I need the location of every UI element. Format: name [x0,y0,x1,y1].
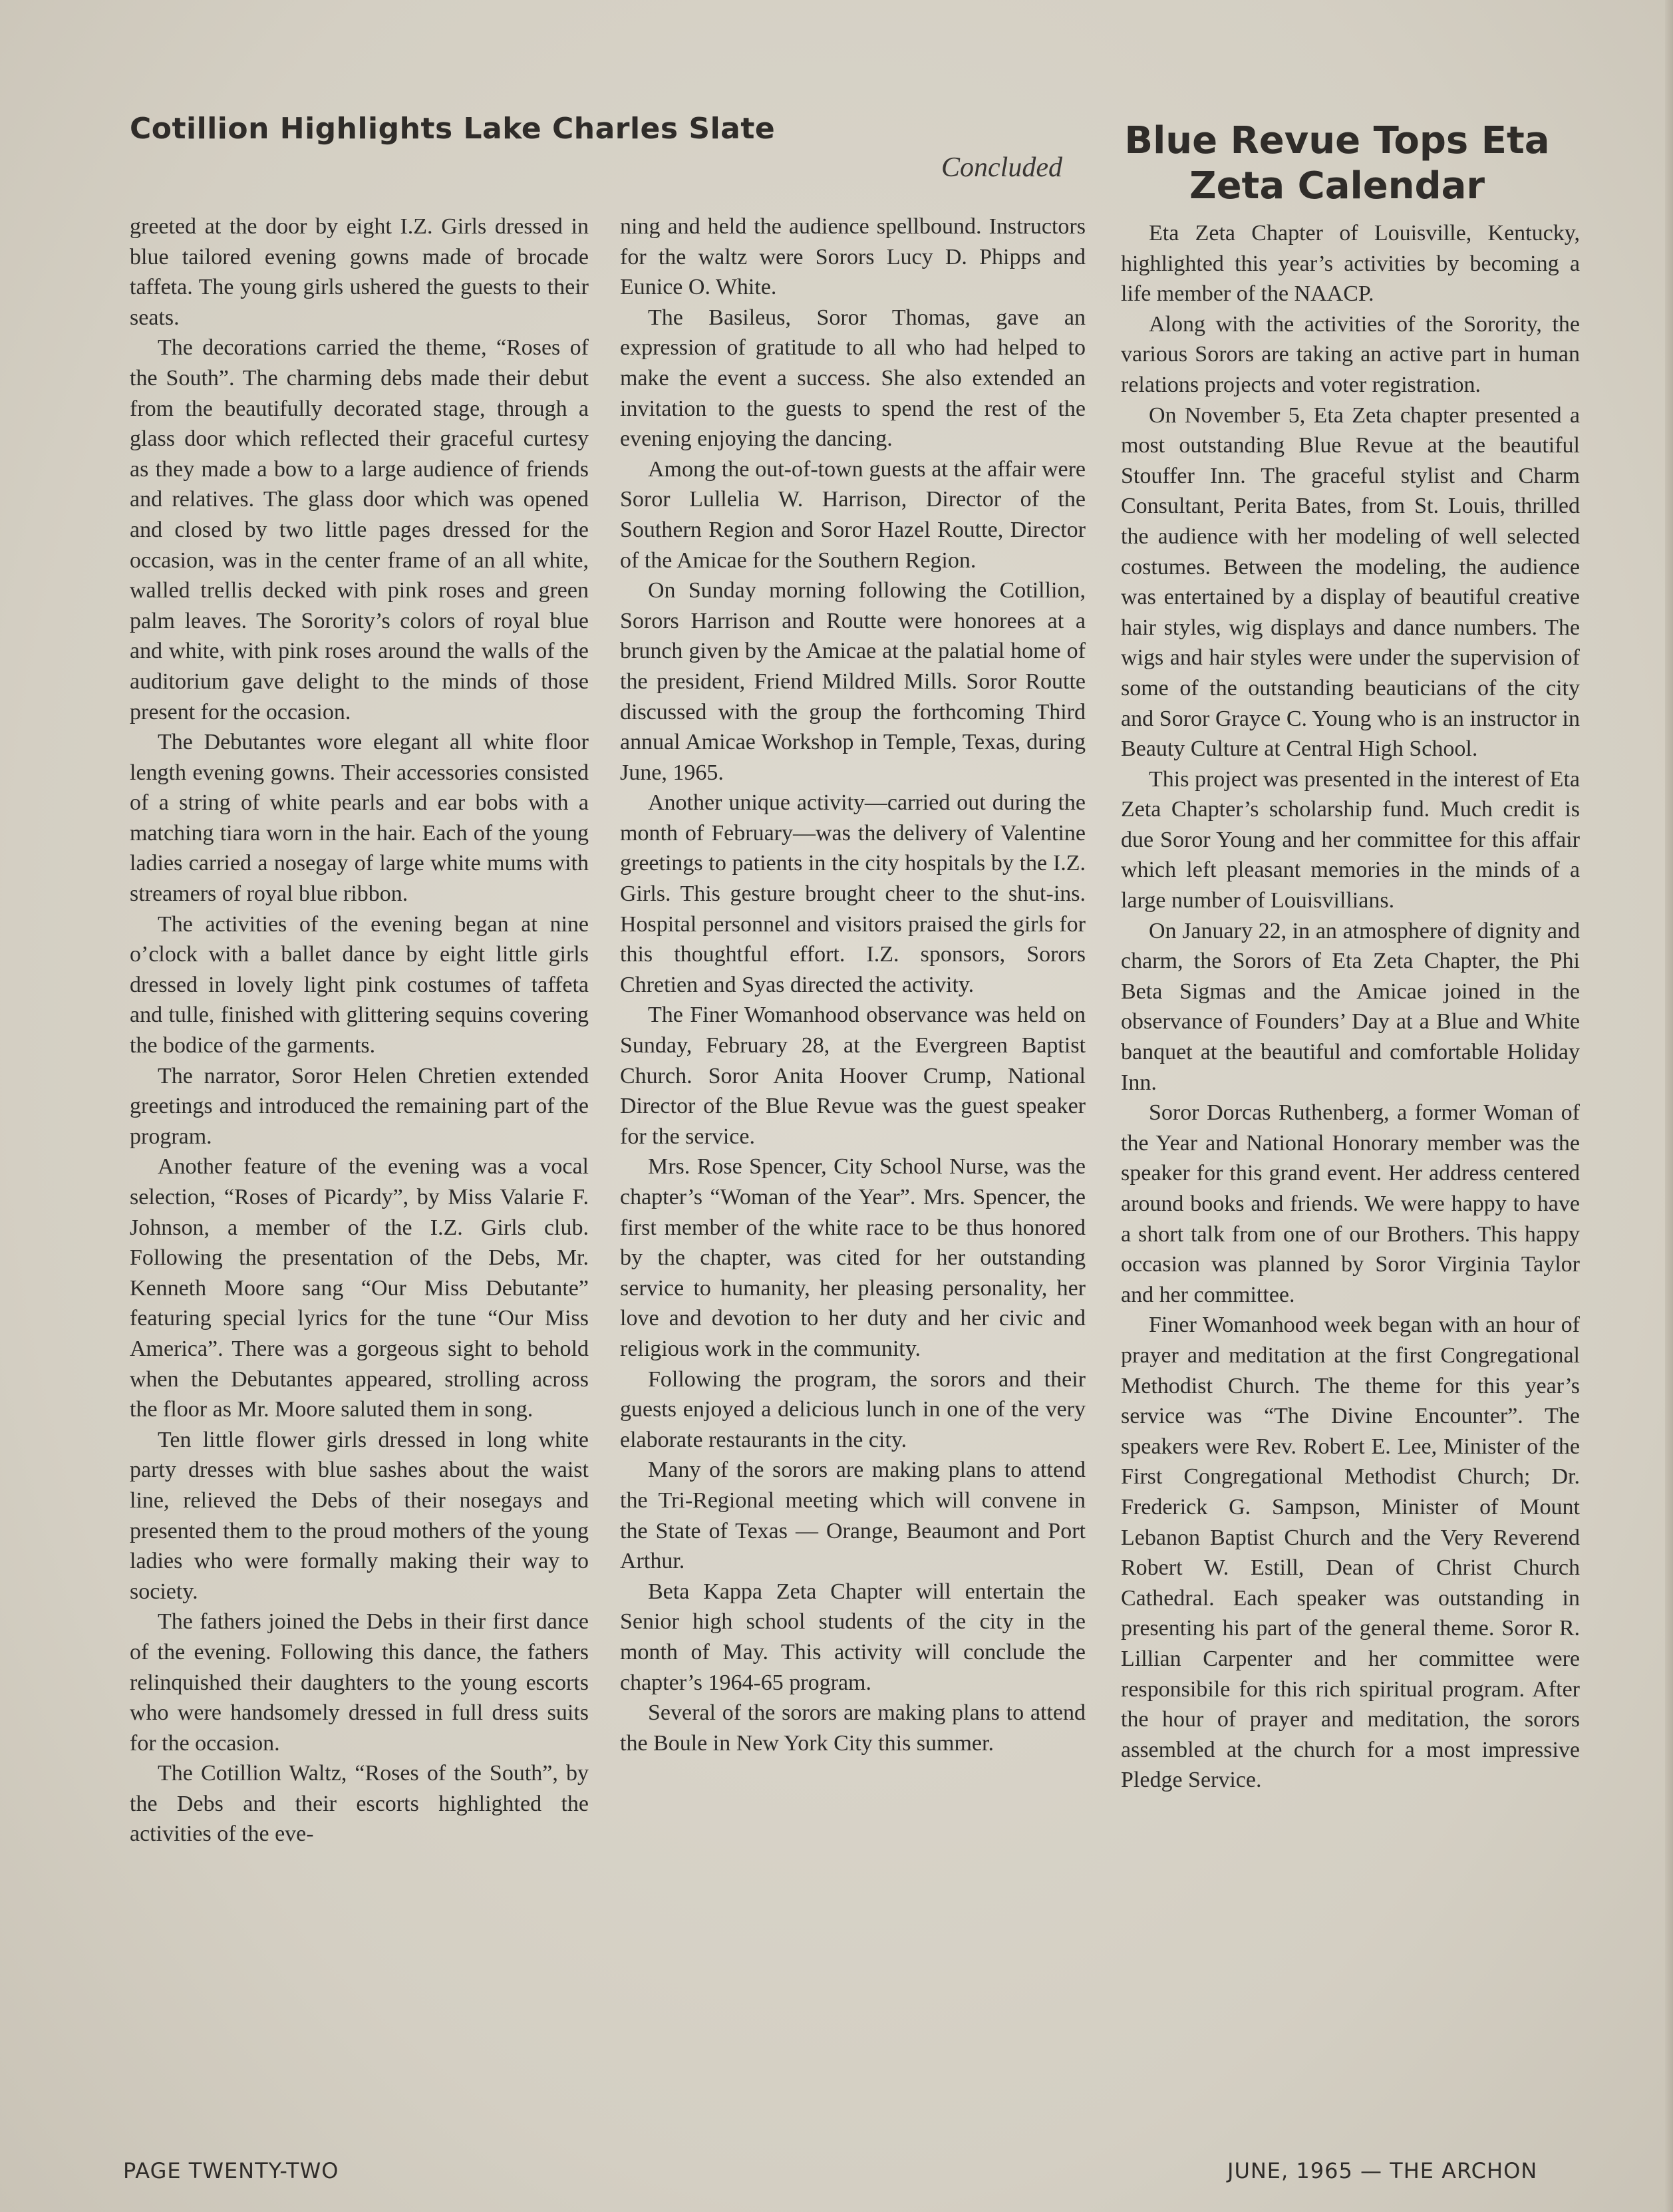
paragraph: The activities of the evening began at nine o’clock with a ballet dance by eight little girls dressed in lovely light pink costumes of taffeta and tulle, finished with glittering sequins covering the bodice of the garments. [130,911,589,1058]
issue-footer: JUNE, 1965 — THE ARCHON [1227,2158,1538,2183]
paragraph: Another feature of the evening was a vocal selection, “Roses of Picardy”, by Miss Valarie F. Johnson, a member of the I.Z. Girls club. Following the presentation of the Debs, Mr. Kenneth Moore sang “Our Miss Debutante” featuring special lyrics for the tune “Our Miss America”. There was a gorgeous sight to behold when the Debutantes appeared, strolling across the floor as Mr. Moore saluted them in song. [130,1154,589,1422]
paragraph: The Cotillion Waltz, “Roses of the South”, by the Debs and their escorts highlighted the activities of the eve- [130,1761,589,1847]
paragraph: Soror Dorcas Ruthenberg, a former Woman of the Year and National Honorary member was the speaker for this grand event. Her address centered around books and friends. We were happy to have a short talk from one of our Brothers. This happy occasion was planned by Soror Virginia Taylor and her committee. [1121,1100,1580,1307]
paragraph: Eta Zeta Chapter of Louisville, Kentucky, highlighted this year’s activities by becoming a life member of the NAACP. [1121,221,1580,307]
column-1 [130,212,589,1849]
paragraph: Another unique activity—carried out during the month of February—was the delivery of Valentine greetings to patients in the city hospitals by the I.Z. Girls. This gesture brought cheer to the shut-ins. Hospital personnel and visitors praised the girls for this thoughtful effort. I.Z. sponsors, Sorors Chretien and Syas directed the activity. [620,790,1086,997]
column-2 [620,212,1086,1758]
paragraph: The Finer Womanhood observance was held on Sunday, February 28, at the Evergreen Baptist Church. Soror Anita Hoover Crump, National Director of the Blue Revue was the guest speaker for the service. [620,1003,1086,1149]
paragraph: The fathers joined the Debs in their first dance of the evening. Following this dance, the fathers relinquished their daughters to the young escorts who were handsomely dressed in full dress suits for the occasion. [130,1609,589,1756]
paragraph: Along with the activities of the Sorority, the various Sorors are taking an active part in human relations projects and voter registration. [1121,311,1580,397]
paragraph: Mrs. Rose Spencer, City School Nurse, was the chapter’s “Woman of the Year”. Mrs. Spencer, the first member of the white race to be thus honored by the chapter, was cited for her outstanding service to humanity, her pleasing personality, her love and devotion to her duty and her civic and religious work in the community. [620,1154,1086,1361]
concluded-label: Concluded [941,152,1062,183]
paragraph: Among the out-of-town guests at the affair were Soror Lullelia W. Harrison, Director of the Southern Region and Soror Hazel Routte, Director of the Amicae for the Southern Region. [620,456,1086,573]
paragraph: On January 22, in an atmosphere of dignity and charm, the Sorors of Eta Zeta Chapter, the Phi Beta Sigmas and the Amicae joined in the observance of Founders’ Day at a Blue and White banquet at the beautiful and comfortable Holiday Inn. [1121,918,1580,1095]
page-number: PAGE TWENTY-TWO [123,2158,339,2183]
paragraph: On November 5, Eta Zeta chapter presented a most outstanding Blue Revue at the beautiful Stouffer Inn. The graceful stylist and Charm Consultant, Perita Bates, from St. Louis, thrilled the audience with her modeling of well selected costumes. Between the modeling, the audience was entertained by a display of beautiful creative hair styles, wig displays and dance numbers. The wigs and hair styles were under the supervision of some of the outstanding beauticians of the city and Soror Grayce C. Young who is an instructor in Beauty Culture at Central High School. [1121,402,1580,762]
paragraph: The Debutantes wore elegant all white floor length evening gowns. Their accessories consisted of a string of white pearls and ear bobs with a matching tiara worn in the hair. Each of the young ladies carried a nosegay of large white mums with streamers of royal blue ribbon. [130,730,589,907]
paragraph: ning and held the audience spellbound. Instructors for the waltz were Sorors Lucy D. Phipps and Eunice O. White. [620,214,1086,300]
paragraph: On Sunday morning following the Cotillion, Sorors Harrison and Routte were honorees at a brunch given by the Amicae at the palatial home of the president, Friend Mildred Mills. Soror Routte discussed with the group the forthcoming Third annual Amicae Workshop in Temple, Texas, during June, 1965. [620,578,1086,785]
article-headline-blue-revue: Blue Revue Tops Eta Zeta Calendar [1124,119,1550,208]
paragraph: Several of the sorors are making plans to attend the Boule in New York City this summer. [620,1700,1086,1756]
paragraph: The Basileus, Soror Thomas, gave an expression of gratitude to all who had helped to make the event a success. She also extended an invitation to the guests to spend the rest of the evening enjoying the dancing. [620,305,1086,452]
paragraph: Many of the sorors are making plans to attend the Tri-Regional meeting which will convene in the State of Texas — Orange, Beaumont and Port Arthur. [620,1458,1086,1574]
article-headline-cotillion: Cotillion Highlights Lake Charles Slate [130,112,776,146]
paragraph: Following the program, the sorors and their guests enjoyed a delicious lunch in one of the very elaborate restaurants in the city. [620,1366,1086,1452]
paragraph: Ten little flower girls dressed in long white party dresses with blue sashes about the waist line, relieved the Debs of their nosegays and presented them to the proud mothers of the young ladies who were formally making their way to society. [130,1427,589,1604]
paragraph: greeted at the door by eight I.Z. Girls dressed in blue tailored evening gowns made of brocade taffeta. The young girls ushered the guests to their seats. [130,214,589,330]
page-edge [1665,0,1673,2212]
paragraph: This project was presented in the interest of Eta Zeta Chapter’s scholarship fund. Much credit is due Soror Young and her committee for this affair which left pleasant memories in the minds of a large number of Louisvillians. [1121,766,1580,913]
column-3 [1121,218,1580,1796]
paragraph: The narrator, Soror Helen Chretien extended greetings and introduced the remaining part of the program. [130,1063,589,1149]
paragraph: Beta Kappa Zeta Chapter will entertain the Senior high school students of the city in the month of May. This activity will conclude the chapter’s 1964-65 program. [620,1579,1086,1695]
paragraph: The decorations carried the theme, “Roses of the South”. The charming debs made their debut from the beautifully decorated stage, through a glass door which reflected their graceful curtesy as they made a bow to a large audience of friends and relatives. The glass door which was opened and closed by two little pages dressed for the occasion, was in the center frame of an all white, walled trellis decked with pink roses and green palm leaves. The Sorority’s colors of royal blue and white, with pink roses around the walls of the auditorium gave delight to the minds of those present for the occasion. [130,335,589,724]
paragraph: Finer Womanhood week began with an hour of prayer and meditation at the first Congregational Methodist Church. The theme for this year’s service was “The Divine Encounter”. The speakers were Rev. Robert E. Lee, Minister of the First Congregational Methodist Church; Dr. Frederick G. Sampson, Minister of Mount Lebanon Baptist Church and the Very Reverend Robert W. Estill, Dean of Christ Church Cathedral. Each speaker was outstanding in presenting his part of the general theme. Soror R. Lillian Carpenter and her committee were responsibile for this rich spiritual program. After the hour of prayer and meditation, the sorors assembled at the church for a most impressive Pledge Service. [1121,1313,1580,1793]
